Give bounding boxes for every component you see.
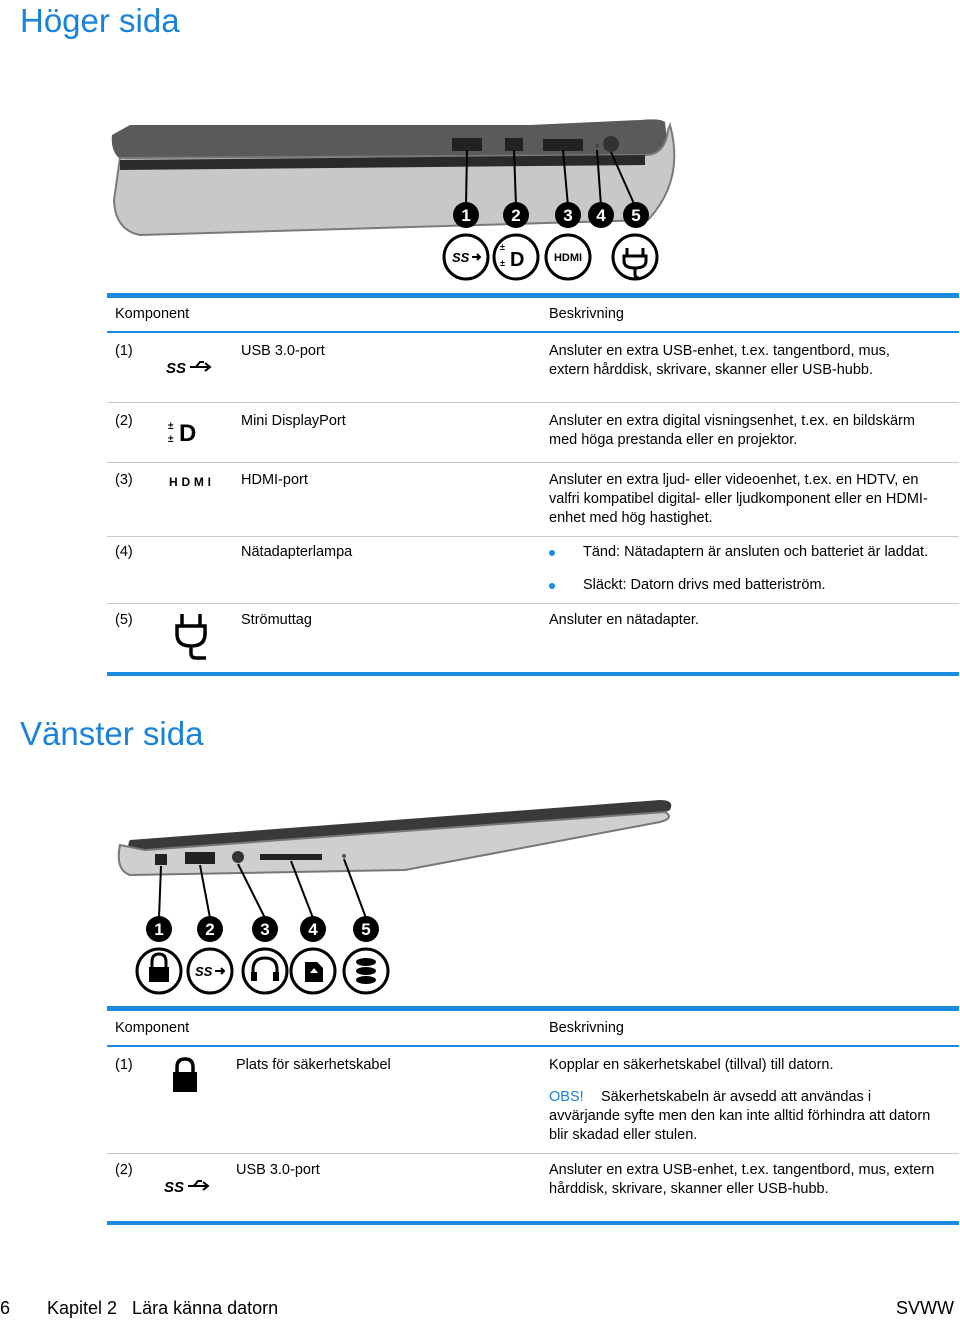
svg-text:±: ± — [168, 434, 174, 444]
row-separator — [107, 462, 959, 463]
table-top-rule — [107, 293, 959, 298]
right-side-illustration — [100, 70, 680, 285]
header-component: Komponent — [115, 306, 190, 322]
svg-text:SS: SS — [452, 250, 470, 265]
hdmi-port-shape — [543, 139, 583, 151]
svg-text:±: ± — [168, 421, 174, 432]
header-description: Beskrivning — [549, 1020, 624, 1036]
svg-text:SS: SS — [164, 1179, 185, 1196]
section-title-right: Höger sida — [20, 2, 180, 39]
row-number: (5) — [115, 612, 133, 628]
description-line: valfri kompatibel digital- eller ljudkomponent eller en HDMI- — [549, 491, 928, 507]
bullet-text: Släckt: Datorn drivs med batteriström. — [583, 577, 826, 593]
header-rule — [107, 331, 959, 333]
svg-text:D: D — [179, 420, 197, 444]
row-number: (2) — [115, 413, 133, 429]
table-top-rule — [107, 1006, 959, 1011]
header-description: Beskrivning — [549, 306, 624, 322]
header-component: Komponent — [115, 1020, 190, 1036]
svg-text:±: ± — [500, 258, 505, 268]
usb-port-shape — [452, 138, 482, 151]
page-number: 6 — [0, 1298, 11, 1318]
component-name: USB 3.0-port — [241, 343, 325, 359]
note-text: blir skadad eller stulen. — [549, 1127, 698, 1143]
header-rule — [107, 1045, 959, 1047]
description-line: Ansluter en extra USB-enhet, t.ex. tangentbord, mus, — [549, 343, 890, 359]
description-line: Kopplar en säkerhetskabel (tillval) till datorn. — [549, 1057, 834, 1073]
document-code: SVWW — [896, 1298, 954, 1318]
mini-displayport-icon — [168, 418, 208, 444]
svg-text:HDMI: HDMI — [553, 252, 583, 264]
row-number: (3) — [115, 472, 133, 488]
lock-slot-shape — [155, 854, 167, 865]
component-name: Strömuttag — [241, 612, 312, 628]
note-text: avvärjande syfte men den kan inte alltid förhindra att datorn — [549, 1108, 931, 1124]
component-name: Nätadapterlampa — [241, 544, 353, 560]
callout-1: 1 — [154, 920, 164, 939]
power-plug-icon — [172, 612, 212, 660]
drive-light-shape — [342, 854, 346, 858]
callout-3: 3 — [260, 920, 270, 939]
description-line: Ansluter en nätadapter. — [549, 612, 699, 628]
security-lock-icon — [171, 1057, 199, 1093]
row-number: (1) — [115, 1057, 133, 1073]
callout-4: 4 — [308, 920, 318, 939]
description-line: hårddisk, skrivare, skanner eller USB-hubb. — [549, 1181, 829, 1197]
component-name: Plats för säkerhetskabel — [236, 1057, 391, 1073]
callout-3: 3 — [563, 206, 573, 225]
note-label: OBS! — [549, 1089, 584, 1105]
callout-4: 4 — [596, 206, 606, 225]
section-title-left: Vänster sida — [20, 715, 204, 752]
card-slot-shape — [260, 854, 322, 860]
svg-text:D: D — [510, 249, 525, 271]
left-side-illustration — [105, 790, 685, 1000]
audio-jack-shape — [232, 851, 244, 863]
bullet-icon — [549, 550, 555, 556]
hdmi-icon — [168, 474, 212, 488]
component-name: USB 3.0-port — [236, 1162, 320, 1178]
callout-5: 5 — [361, 920, 371, 939]
usb-ss-icon — [166, 357, 216, 377]
bullet-text: Tänd: Nätadaptern är ansluten och batteriet är laddat. — [583, 544, 928, 560]
row-number: (2) — [115, 1162, 133, 1178]
component-name: Mini DisplayPort — [241, 413, 346, 429]
bullet-icon — [549, 583, 555, 589]
description-line: med höga prestanda eller en projektor. — [549, 432, 798, 448]
description-line: Ansluter en extra ljud- eller videoenhet, t.ex. en HDTV, en — [549, 472, 919, 488]
note-text: Säkerhetskabeln är avsedd att användas i — [601, 1089, 872, 1105]
table-bottom-rule — [107, 672, 959, 676]
row-number: (1) — [115, 343, 133, 359]
svg-text:SS: SS — [166, 360, 187, 377]
svg-text:SS: SS — [195, 964, 213, 979]
description-line: extern hårddisk, skrivare, skanner eller USB-hubb. — [549, 362, 873, 378]
usb-ss-icon — [164, 1176, 214, 1196]
callout-5: 5 — [631, 206, 641, 225]
description-line: Ansluter en extra digital visningsenhet, t.ex. en bildskärm — [549, 413, 915, 429]
power-jack-shape — [603, 136, 619, 152]
chapter-title: Kapitel 2 Lära känna datorn — [47, 1298, 279, 1318]
callout-2: 2 — [511, 206, 521, 225]
row-separator — [107, 536, 959, 537]
callout-2: 2 — [205, 920, 215, 939]
row-number: (4) — [115, 544, 133, 560]
usb-port-shape — [185, 852, 215, 864]
laptop-hinge — [120, 160, 645, 165]
description-line: enhet med hög hastighet. — [549, 510, 713, 526]
table-bottom-rule — [107, 1221, 959, 1225]
row-separator — [107, 402, 959, 403]
svg-text:HDMI: HDMI — [169, 475, 211, 488]
svg-text:±: ± — [500, 242, 505, 252]
power-light-shape — [595, 144, 599, 148]
row-separator — [107, 603, 959, 604]
component-name: HDMI-port — [241, 472, 308, 488]
displayport-shape — [505, 138, 523, 151]
description-line: Ansluter en extra USB-enhet, t.ex. tangentbord, mus, extern — [549, 1162, 935, 1178]
callout-1: 1 — [461, 206, 471, 225]
row-separator — [107, 1153, 959, 1154]
